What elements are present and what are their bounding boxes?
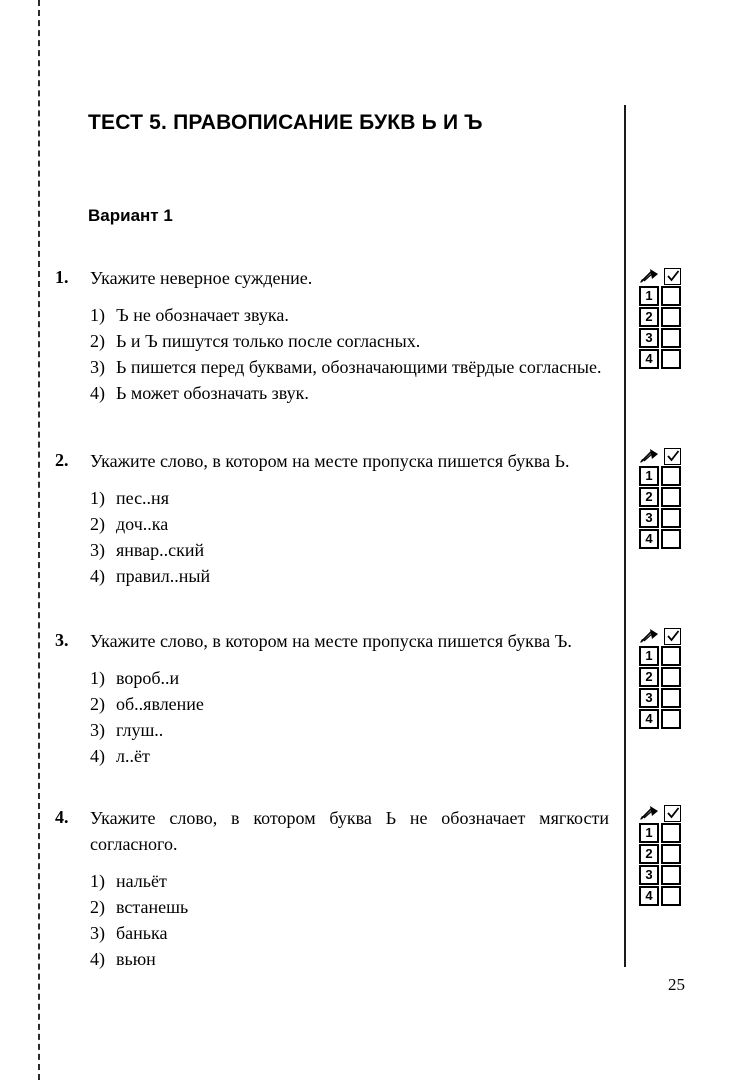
answer-row [639, 508, 689, 528]
option-marker: 1) [90, 488, 105, 508]
answer-row-number: 3 [639, 508, 659, 528]
answer-grid-question-2 [639, 448, 689, 550]
question-2-number: 2. [55, 450, 69, 470]
answer-row-number: 1 [639, 466, 659, 486]
option-marker: 3) [90, 357, 105, 377]
answer-row-number: 2 [639, 667, 659, 687]
page-number: 25 [668, 975, 685, 994]
question-2-option-2[interactable] [90, 511, 615, 537]
answer-checkbox[interactable] [661, 886, 681, 906]
answer-row-number: 2 [639, 487, 659, 507]
option-text: банька [116, 923, 168, 943]
question-1-options [90, 302, 615, 406]
answer-grid-question-3 [639, 628, 689, 730]
option-text: вороб..и [116, 668, 180, 688]
answer-grid-question-1 [639, 268, 689, 370]
answer-row-number: 3 [639, 328, 659, 348]
answer-grid-header [639, 628, 689, 645]
answer-checkbox[interactable] [661, 349, 681, 369]
question-2-head [55, 448, 615, 474]
pen-nib-icon [639, 448, 660, 464]
option-text: встанешь [116, 897, 189, 917]
question-4 [55, 805, 615, 972]
answer-row-number: 4 [639, 349, 659, 369]
option-marker: 2) [90, 897, 105, 917]
answer-grid-question-4 [639, 805, 689, 907]
option-text: Ь и Ъ пишутся только после согласных. [116, 331, 421, 351]
pen-nib-icon [639, 628, 660, 644]
answer-checkbox[interactable] [661, 286, 681, 306]
pen-nib-icon [639, 268, 660, 284]
question-1 [55, 265, 615, 406]
question-1-head [55, 265, 615, 291]
option-text: Ь может обозначать звук. [116, 383, 309, 403]
question-1-text: Укажите неверное суждение. [90, 268, 313, 288]
answer-checkbox[interactable] [661, 688, 681, 708]
question-3-option-4[interactable] [90, 743, 615, 769]
option-marker: 1) [90, 668, 105, 688]
answer-row [639, 286, 689, 306]
question-1-option-3[interactable] [90, 354, 615, 380]
answer-grid-header [639, 805, 689, 822]
option-text: январ..ский [116, 540, 205, 560]
answer-row [639, 688, 689, 708]
question-1-option-1[interactable] [90, 302, 615, 328]
answer-row-number: 3 [639, 688, 659, 708]
option-text: л..ёт [116, 746, 150, 766]
checked-box-icon [664, 448, 681, 465]
question-4-option-4[interactable] [90, 946, 615, 972]
question-2-option-4[interactable] [90, 563, 615, 589]
question-4-text: Укажите слово, в котором буква Ь не обозначает мягкости согласного. [90, 808, 609, 854]
option-marker: 2) [90, 514, 105, 534]
question-2-option-3[interactable] [90, 537, 615, 563]
question-4-number: 4. [55, 807, 69, 827]
option-marker: 4) [90, 949, 105, 969]
question-4-options [90, 868, 615, 972]
answer-row [639, 667, 689, 687]
answer-checkbox[interactable] [661, 823, 681, 843]
question-3-text: Укажите слово, в котором на месте пропуска пишется буква Ъ. [90, 631, 572, 651]
answer-checkbox[interactable] [661, 466, 681, 486]
question-3-head [55, 628, 615, 654]
question-4-option-1[interactable] [90, 868, 615, 894]
answer-checkbox[interactable] [661, 709, 681, 729]
answer-row [639, 844, 689, 864]
option-marker: 4) [90, 383, 105, 403]
page-title-text: ТЕСТ 5. ПРАВОПИСАНИЕ БУКВ Ь И Ъ [88, 111, 483, 134]
answer-checkbox[interactable] [661, 667, 681, 687]
answer-row [639, 646, 689, 666]
answer-row-number: 1 [639, 286, 659, 306]
question-1-option-2[interactable] [90, 328, 615, 354]
answer-row-number: 1 [639, 823, 659, 843]
answer-grid-header [639, 448, 689, 465]
answer-checkbox[interactable] [661, 508, 681, 528]
answer-checkbox[interactable] [661, 487, 681, 507]
answer-row [639, 349, 689, 369]
option-text: Ь пишется перед буквами, обозначающими твёрдые согласные. [116, 357, 602, 377]
answer-row [639, 328, 689, 348]
question-1-number: 1. [55, 267, 69, 287]
question-2-option-1[interactable] [90, 485, 615, 511]
question-3-options [90, 665, 615, 769]
question-3-option-2[interactable] [90, 691, 615, 717]
question-3-number: 3. [55, 630, 69, 650]
page-title [88, 110, 608, 136]
answer-row [639, 487, 689, 507]
answer-row [639, 529, 689, 549]
answer-row [639, 466, 689, 486]
question-3-option-3[interactable] [90, 717, 615, 743]
dashed-cut-line [38, 0, 40, 1080]
answer-grid-header [639, 268, 689, 285]
question-3 [55, 628, 615, 769]
answer-checkbox[interactable] [661, 328, 681, 348]
answer-row-number: 3 [639, 865, 659, 885]
question-1-option-4[interactable] [90, 380, 615, 406]
answer-row-number: 4 [639, 529, 659, 549]
answer-checkbox[interactable] [661, 307, 681, 327]
checked-box-icon [664, 805, 681, 822]
answer-checkbox[interactable] [661, 865, 681, 885]
vertical-divider-rule [624, 105, 626, 967]
answer-row [639, 709, 689, 729]
pen-nib-icon [639, 805, 660, 821]
answer-row [639, 823, 689, 843]
answer-row-number: 4 [639, 886, 659, 906]
option-marker: 4) [90, 566, 105, 586]
question-3-option-1[interactable] [90, 665, 615, 691]
answer-row [639, 307, 689, 327]
variant-label: Вариант 1 [88, 206, 173, 225]
option-text: нальёт [116, 871, 167, 891]
answer-checkbox[interactable] [661, 646, 681, 666]
option-text: доч..ка [116, 514, 169, 534]
option-text: Ъ не обозначает звука. [116, 305, 289, 325]
answer-checkbox[interactable] [661, 844, 681, 864]
answer-row-number: 2 [639, 307, 659, 327]
answer-row-number: 1 [639, 646, 659, 666]
option-text: вьюн [116, 949, 156, 969]
option-text: правил..ный [116, 566, 211, 586]
answer-row-number: 4 [639, 709, 659, 729]
option-marker: 2) [90, 331, 105, 351]
option-marker: 3) [90, 540, 105, 560]
option-marker: 1) [90, 305, 105, 325]
question-4-option-2[interactable] [90, 894, 615, 920]
option-text: об..явление [116, 694, 204, 714]
answer-row-number: 2 [639, 844, 659, 864]
question-4-option-3[interactable] [90, 920, 615, 946]
answer-row [639, 865, 689, 885]
checked-box-icon [664, 268, 681, 285]
option-marker: 4) [90, 746, 105, 766]
option-marker: 2) [90, 694, 105, 714]
question-2-text: Укажите слово, в котором на месте пропуска пишется буква Ь. [90, 451, 570, 471]
answer-row [639, 886, 689, 906]
option-marker: 3) [90, 923, 105, 943]
option-text: глуш.. [116, 720, 164, 740]
question-4-head [55, 805, 615, 857]
option-marker: 1) [90, 871, 105, 891]
option-marker: 3) [90, 720, 105, 740]
option-text: пес..ня [116, 488, 169, 508]
question-2-options [90, 485, 615, 589]
checked-box-icon [664, 628, 681, 645]
question-2 [55, 448, 615, 589]
answer-checkbox[interactable] [661, 529, 681, 549]
